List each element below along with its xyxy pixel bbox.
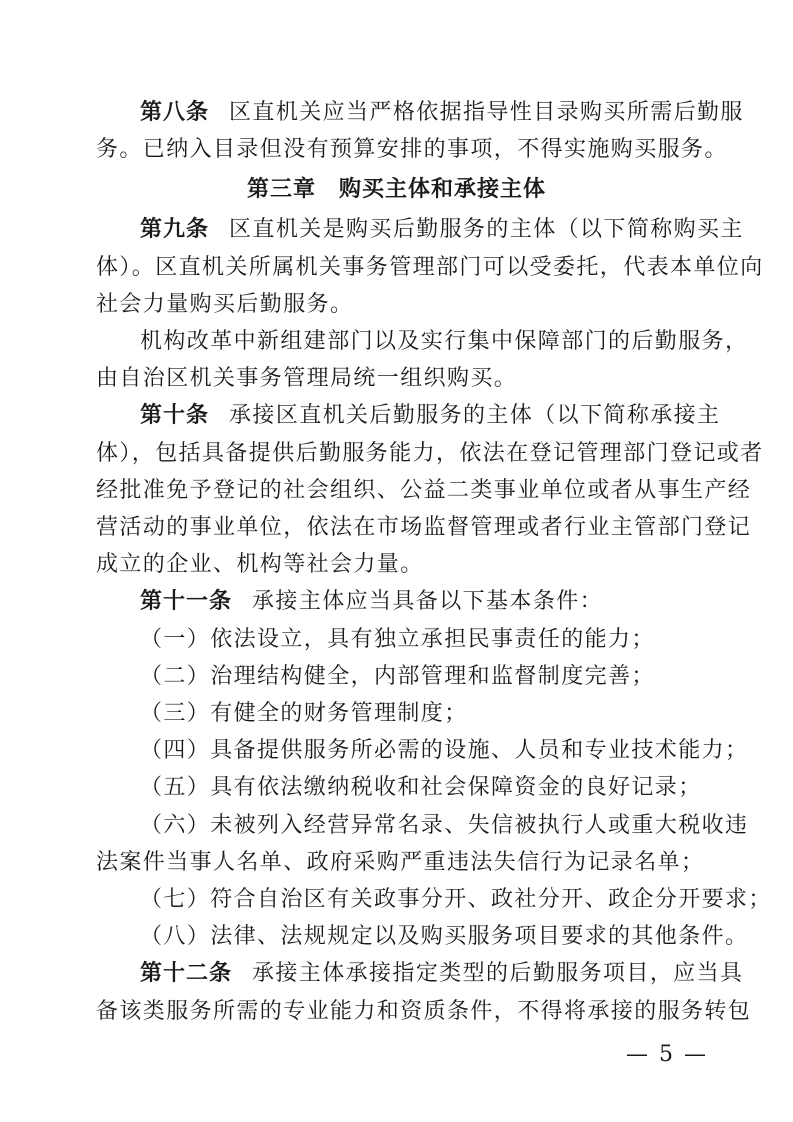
article-9-line-2: 体）。区直机关所属机关事务管理部门可以受委托，代表本单位向 [96, 255, 764, 280]
article-11-item-6-line-1: （六）未被列入经营异常名录、失信被执行人或重大税收违 [140, 813, 749, 838]
article-9-text-1: 区直机关是购买后勤服务的主体（以下简称购买主 [229, 217, 744, 242]
article-11-item-2: （二）治理结构健全，内部管理和监督制度完善； [140, 664, 655, 689]
article-9-line-3: 社会力量购买后勤服务。 [96, 292, 354, 317]
article-8-label: 第八条 [140, 100, 210, 125]
article-10-line-4: 营活动的事业单位，依法在市场监督管理或者行业主管部门登记 [96, 515, 752, 540]
article-11-item-6-line-2: 法案件当事人名单、政府采购严重违法失信行为记录名单； [96, 850, 705, 875]
article-11-item-4: （四）具备提供服务所必需的设施、人员和专业技术能力； [140, 738, 749, 763]
article-10-line-2: 体），包括具备提供后勤服务能力，依法在登记管理部门登记或者 [96, 441, 764, 466]
article-9-para2-line-2: 由自治区机关事务管理局统一组织购买。 [96, 366, 518, 391]
article-10-label: 第十条 [140, 403, 210, 428]
article-11-line-1 [140, 582, 700, 622]
article-11-item-7: （七）符合自治区有关政事分开、政社分开、政企分开要求； [140, 887, 772, 912]
article-9-para2-line-1: 机构改革中新组建部门以及实行集中保障部门的后勤服务， [140, 329, 749, 354]
article-12-line-1 [140, 954, 744, 994]
article-12-line-2: 备该类服务所需的专业能力和资质条件，不得将承接的服务转包 [96, 999, 752, 1024]
article-8-text-1: 区直机关应当严格依据指导性目录购买所需后勤服 [229, 100, 744, 125]
article-11-item-5: （五）具有依法缴纳税收和社会保障资金的良好记录； [140, 775, 702, 800]
chapter-heading: 第三章 购买主体和承接主体 [246, 177, 546, 202]
article-11-intro: 承接主体应当具备以下基本条件： [252, 589, 604, 614]
article-10-text-1: 承接区直机关后勤服务的主体（以下简称承接主 [229, 403, 721, 428]
article-11-item-8: （八）法律、法规规定以及购买服务项目要求的其他条件。 [140, 924, 749, 949]
article-11-item-1: （一）依法设立，具有独立承担民事责任的能力； [140, 627, 655, 652]
article-9-label: 第九条 [140, 217, 210, 242]
article-12-text-1: 承接主体承接指定类型的后勤服务项目，应当具 [252, 961, 744, 986]
article-11-label: 第十一条 [140, 589, 233, 614]
article-10-line-5: 成立的企业、机构等社会力量。 [96, 552, 424, 577]
article-8-line-2: 务。已纳入目录但没有预算安排的事项，不得实施购买服务。 [96, 137, 728, 162]
article-8-line-1 [140, 93, 744, 133]
article-11-item-3: （三）有健全的财务管理制度； [140, 701, 468, 726]
article-12-label: 第十二条 [140, 961, 233, 986]
article-10-line-3: 经批准免予登记的社会组织、公益二类事业单位或者从事生产经 [96, 478, 752, 503]
article-9-line-1 [140, 210, 744, 250]
page-number: — 5 — [626, 1042, 708, 1067]
article-10-line-1 [140, 396, 721, 436]
